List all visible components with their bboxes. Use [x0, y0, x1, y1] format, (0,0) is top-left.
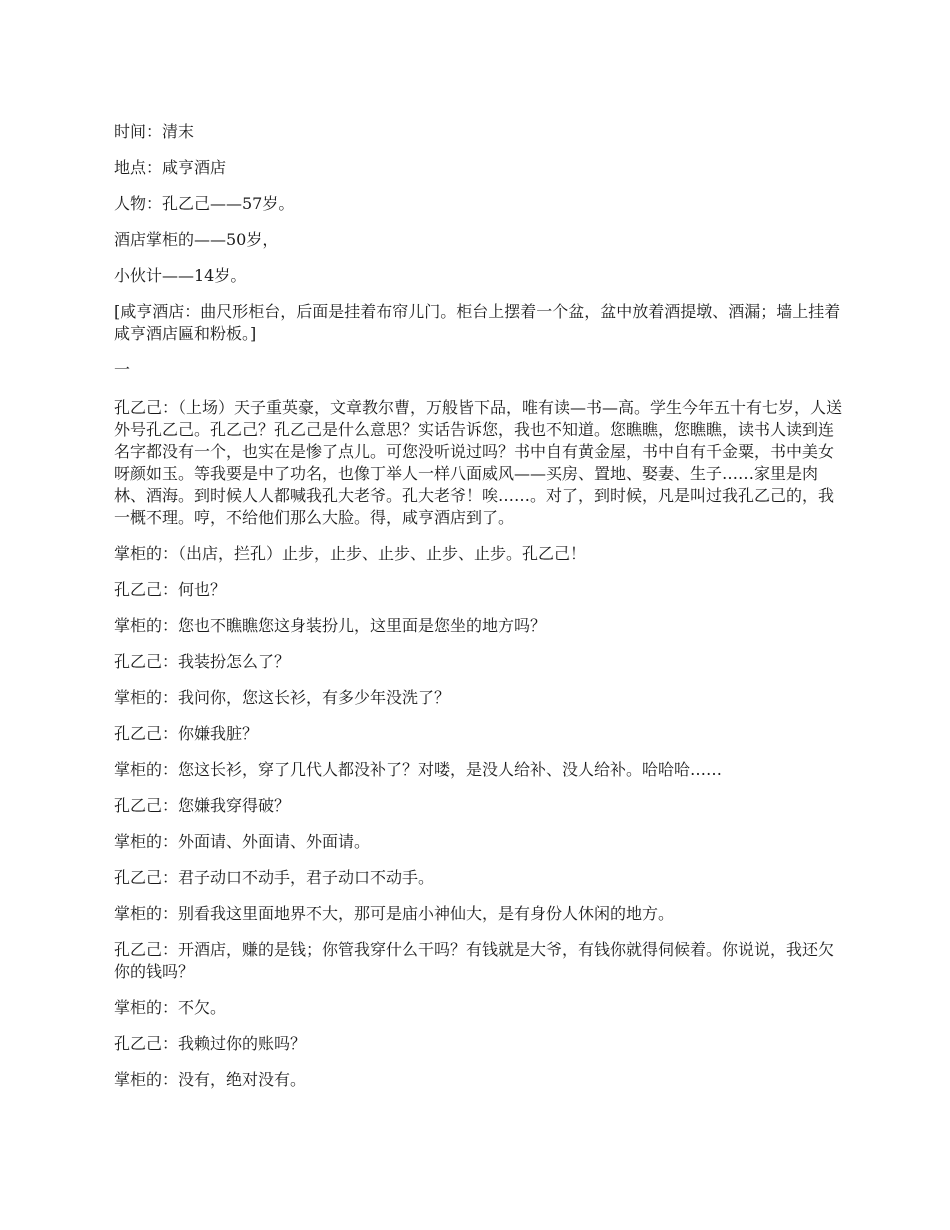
dialogue-line: 孔乙己：我赖过你的账吗？ — [114, 1034, 307, 1053]
dialogue-line: 掌柜的：您也不瞧瞧您这身装扮儿，这里面是您坐的地方吗？ — [114, 616, 547, 635]
dialogue-line: 掌柜的：没有，绝对没有。 — [114, 1070, 307, 1089]
paragraph-character-waiter: 小伙计——14岁。 — [114, 266, 247, 285]
dialogue-line: 孔乙己：开酒店，赚的是钱；你管我穿什么干吗？有钱就是大爷，有钱你就得伺候着。你说说，我还欠你的钱吗？ — [114, 940, 835, 981]
paragraph-place: 地点：咸亨酒店 — [114, 158, 227, 177]
paragraph-character-manager: 酒店掌柜的——50岁， — [114, 230, 279, 249]
paragraph-time: 时间：清末 — [114, 122, 195, 141]
dialogue-line: 孔乙己：您嫌我穿得破？ — [114, 796, 291, 815]
paragraph-characters: 人物：孔乙己——57岁。 — [114, 194, 295, 213]
dialogue-line: 掌柜的：我问你，您这长衫，有多少年没洗了？ — [114, 688, 451, 707]
dialogue-line: 掌柜的：别看我这里面地界不大，那可是庙小神仙大，是有身份人休闲的地方。 — [114, 904, 675, 923]
paragraph-stage-direction: [咸亨酒店：曲尺形柜台，后面是挂着布帘儿门。柜台上摆着一个盆，盆中放着酒提墩、酒漏；墙上挂着咸亨酒店匾和粉板。] — [114, 302, 841, 343]
dialogue-line: 孔乙己：（上场）天子重英豪，文章教尔曹，万般皆下品，唯有读—书—高。学生今年五十有七岁，人送外号孔乙己。孔乙己？孔乙己是什么意思？实话告诉您，我也不知道。您瞧瞧，您瞧瞧，读书人读到连名字都没有一个，也实在是惨了点儿。可您没听说过吗？书中自有黄金屋，书中自有千金粟，书中美女呀颜如玉。等我要是中了功名，也像丁举人一样八面威风——买房、置地、娶妻、生子……家里是肉林、酒海。到时候人人都喊我孔大老爷。孔大老爷！唉……。对了，到时候，凡是叫过我孔乙己的，我一概不理。哼，不给他们那么大脸。得，咸亨酒店到了。 — [114, 398, 843, 527]
dialogue-line: 孔乙己：何也？ — [114, 580, 227, 599]
dialogue-line: 掌柜的：外面请、外面请、外面请。 — [114, 832, 371, 851]
section-number: 一 — [114, 360, 131, 379]
dialogue-line: 掌柜的：您这长衫，穿了几代人都没补了？对喽，是没人给补、没人给补。哈哈哈…… — [114, 760, 723, 779]
dialogue-line: 孔乙己：君子动口不动手，君子动口不动手。 — [114, 868, 435, 887]
dialogue-line: 孔乙己：我装扮怎么了？ — [114, 652, 291, 671]
dialogue-line: 掌柜的：（出店，拦孔）止步，止步、止步、止步、止步。孔乙己！ — [114, 544, 587, 563]
document-body — [114, 121, 844, 1105]
dialogue-line: 掌柜的：不欠。 — [114, 998, 227, 1017]
dialogue-line: 孔乙己：你嫌我脏？ — [114, 724, 259, 743]
